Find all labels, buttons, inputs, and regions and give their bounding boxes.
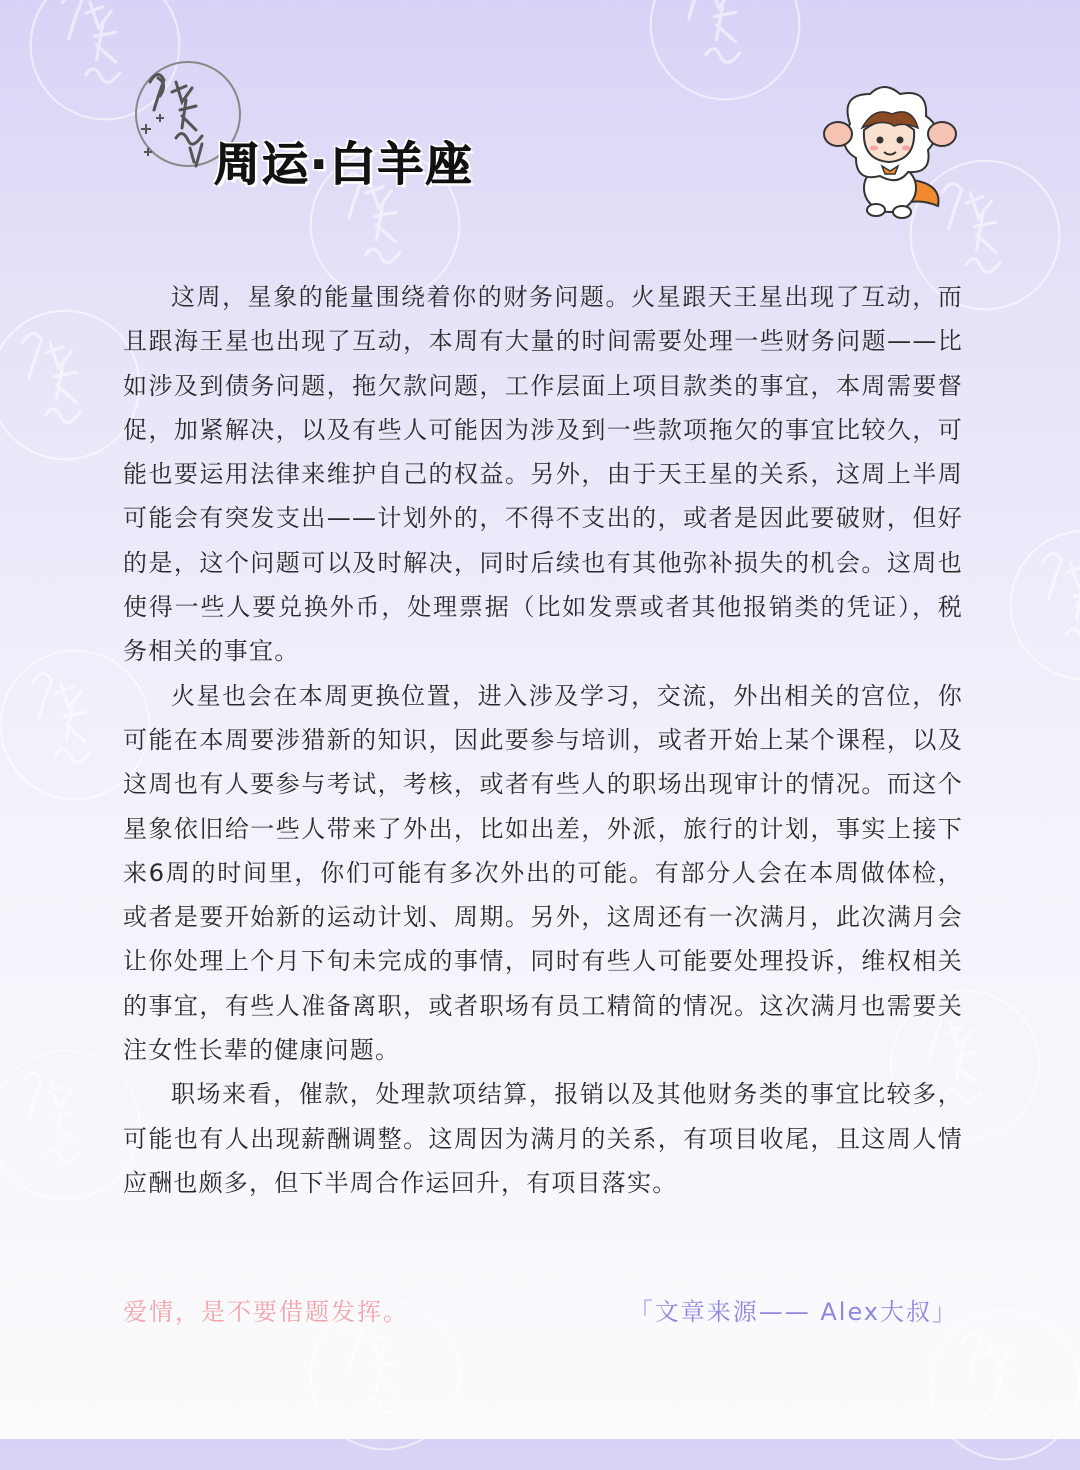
source-credit: 「文章来源—— Alex大叔」 <box>628 1298 958 1326</box>
slogan-text: 爱情，是不要借题发挥。 <box>123 1298 409 1326</box>
article-body <box>123 275 963 1205</box>
watermark-logo-icon <box>640 0 810 110</box>
paragraph-3: 职场来看，催款，处理款项结算，报销以及其他财务类的事宜比较多，可能也有人出现薪酬调整。这周因为满月的关系，有项目收尾，且这周人情应酬也颇多，但下半周合作运回升，有项目落实。 <box>123 1080 963 1197</box>
watermark-logo-icon <box>1000 520 1080 690</box>
sheep-mascot-icon <box>820 84 960 224</box>
paragraph-2: 火星也会在本周更换位置，进入涉及学习，交流，外出相关的宫位，你可能在本周要涉猎新的知识，因此要参与培训，或者开始上某个课程，以及这周也有人要参与考试，考核，或者有些人的职场出现审计的情况。而这个星象依旧给一些人带来了外出，比如出差，外派，旅行的计划，事实上接下来6周的时间里，你们可能有多次外出的可能。有部分人会在本周做体检，或者是要开始新的运动计划、周期。另外，这周还有一次满月，此次满月会让你处理上个月下旬未完成的事情，同时有些人可能要处理投诉，维权相关的事宜，有些人准备离职，或者职场有员工精简的情况。这次满月也需要关注女性长辈的健康问题。 <box>123 681 963 1065</box>
page-title: 周运·白羊座 <box>214 137 474 191</box>
paragraph-1: 这周，星象的能量围绕着你的财务问题。火星跟天王星出现了互动，而且跟海王星也出现了互动，本周有大量的时间需要处理一些财务问题——比如涉及到债务问题，拖欠款问题，工作层面上项目款类的事宜，本周需要督促，加紧解决，以及有些人可能因为涉及到一些款项拖欠的事宜比较久，可能也要运用法律来维护自己的权益。另外，由于天王星的关系，这周上半周可能会有突发支出——计划外的，不得不支出的，或者是因此要破财，但好的是，这个问题可以及时解决，同时后续也有其他弥补损失的机会。这周也使得一些人要兑换外币，处理票据（比如发票或者其他报销类的凭证），税务相关的事宜。 <box>123 283 963 666</box>
